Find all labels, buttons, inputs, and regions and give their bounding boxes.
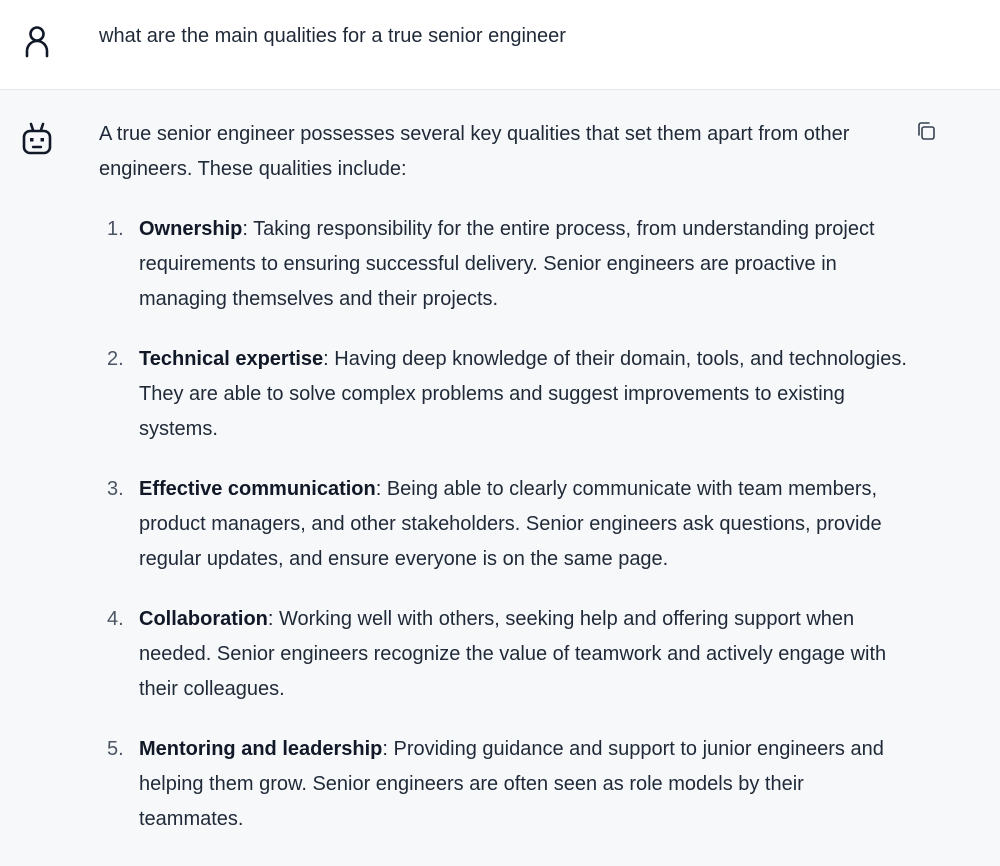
list-item-term: Ownership	[139, 218, 243, 240]
qualities-list	[99, 212, 909, 837]
assistant-message-content	[99, 117, 909, 862]
list-item-description: Having deep knowledge of their domain, tools, and technologies. They are able to solve complex problems and suggest improvements to existing systems.	[139, 348, 907, 440]
assistant-intro: A true senior engineer possesses several key qualities that set them apart from other engineers. These qualities include:	[99, 123, 850, 180]
list-item	[99, 602, 909, 707]
list-item-number: 2.	[107, 348, 124, 370]
list-item-number: 5.	[107, 738, 124, 760]
list-item-term: Effective communication	[139, 478, 376, 500]
list-item	[99, 472, 909, 577]
list-item-description: Being able to clearly communicate with team members, product managers, and other stakeholders. Senior engineers ask questions, provide regular updates, and ensure everyone is on the same page.	[139, 478, 882, 570]
user-message-row	[0, 0, 1000, 90]
list-item-separator: :	[382, 738, 388, 760]
list-item-separator: :	[267, 608, 274, 630]
user-icon	[22, 24, 52, 58]
list-item-description: Taking responsibility for the entire process, from understanding project requirements to ensuring successful delivery. Senior engineers are proactive in managing themselves and their projects.	[139, 218, 875, 310]
list-item-number: 4.	[107, 608, 124, 630]
robot-icon	[21, 122, 53, 156]
copy-icon[interactable]	[915, 120, 937, 142]
list-item-term: Mentoring and leadership	[139, 738, 383, 760]
list-item	[99, 212, 909, 317]
list-item-term: Collaboration	[139, 608, 268, 630]
assistant-message-row	[0, 90, 1000, 866]
list-item-description: Working well with others, seeking help and offering support when needed. Senior engineers recognize the value of teamwork and actively engage with their colleagues.	[139, 608, 887, 700]
list-item	[99, 732, 909, 837]
list-item-number: 3.	[107, 478, 124, 500]
list-item-separator: :	[375, 478, 382, 500]
list-item-number: 1.	[107, 218, 124, 240]
list-item-separator: :	[323, 348, 329, 370]
list-item	[99, 342, 909, 447]
list-item-term: Technical expertise	[139, 348, 324, 370]
list-item-description: Providing guidance and support to junior engineers and helping them grow. Senior engineers are often seen as role models by their teammates.	[139, 738, 884, 830]
list-item-separator: :	[242, 218, 248, 240]
user-message-text: what are the main qualities for a true senior engineer	[99, 25, 566, 47]
